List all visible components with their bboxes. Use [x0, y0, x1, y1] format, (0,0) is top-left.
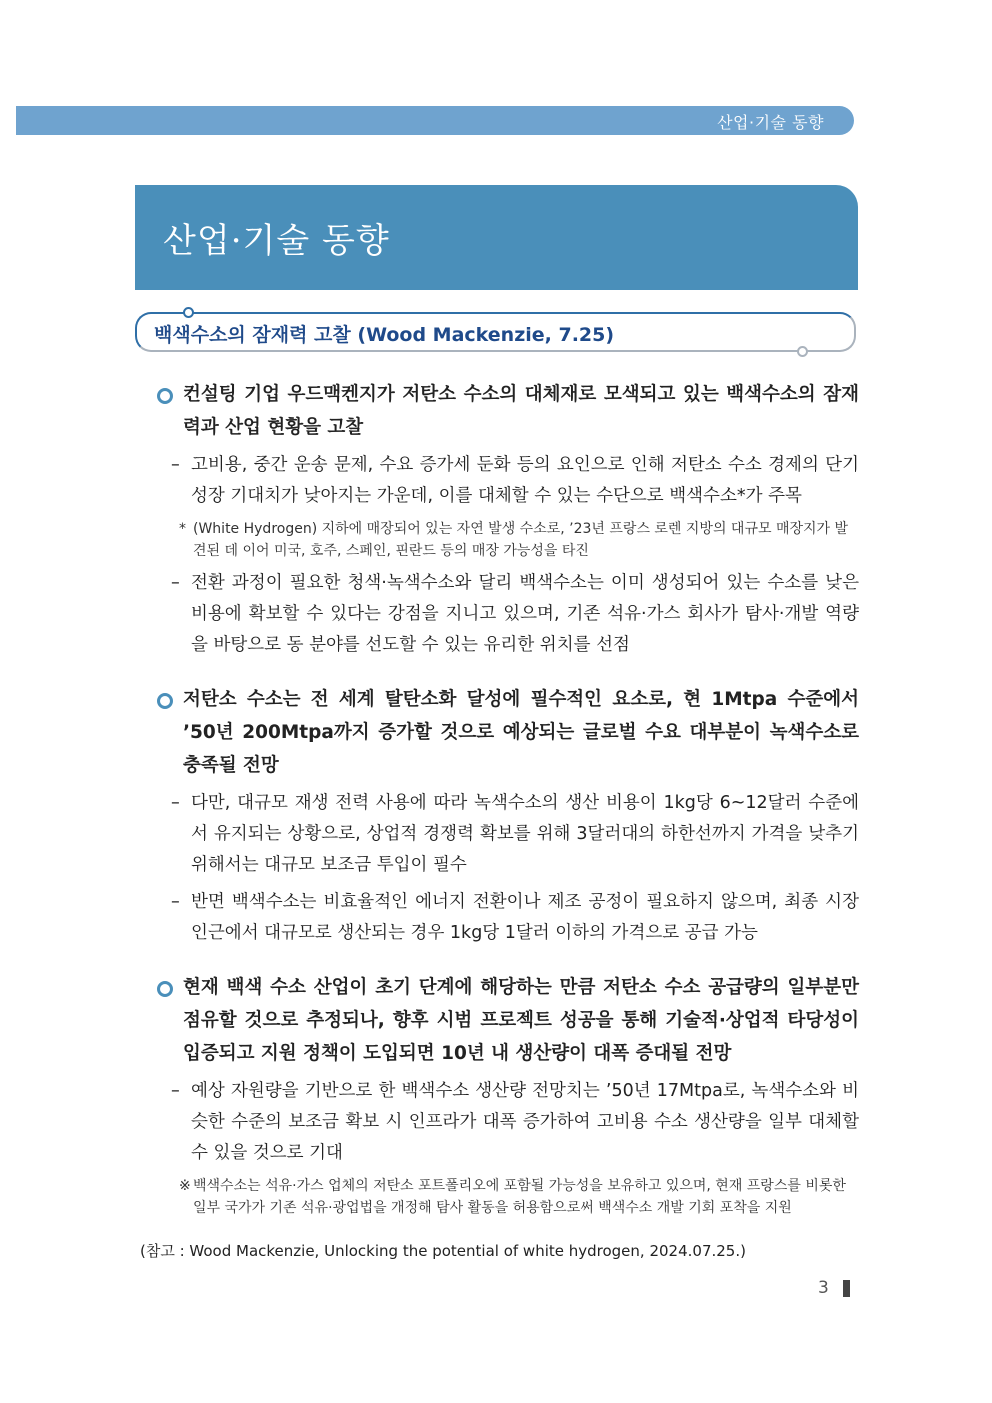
section-banner	[135, 185, 858, 290]
main-bullet	[157, 378, 859, 444]
header-label: 산업·기술 동향	[717, 113, 824, 132]
sub-item	[157, 887, 859, 949]
sub-item-text: 고비용, 중간 운송 문제, 수요 증가세 둔화 등의 요인으로 인해 저탄소 수소 경제의 단기 성장 기대치가 낮아지는 가운데, 이를 대체할 수 있는 수단으로 백색수소*가 주목	[191, 455, 859, 506]
sub-item	[157, 568, 859, 661]
main-bullet	[157, 683, 859, 782]
sub-item	[157, 450, 859, 512]
dash-mark: –	[171, 1081, 180, 1101]
circle-bullet-icon	[157, 981, 173, 997]
footnote	[157, 518, 859, 562]
decor-dot-icon	[797, 346, 808, 357]
article-title-box	[135, 312, 856, 352]
bullet-text: 컨설팅 기업 우드맥켄지가 저탄소 수소의 대체재로 모색되고 있는 백색수소의 잠재력과 산업 현황을 고찰	[183, 384, 859, 438]
footnote-text: 백색수소는 석유·가스 업체의 저탄소 포트폴리오에 포함될 가능성을 보유하고 있으며, 현재 프랑스를 비롯한 일부 국가가 기존 석유·광업법을 개정해 탐사 활동을 허용함으로써 백색수소 개발 기회 포착을 지원	[193, 1178, 846, 1216]
footnote	[157, 1175, 859, 1219]
header-bar	[16, 106, 854, 135]
dash-mark: –	[171, 892, 180, 912]
circle-bullet-icon	[157, 388, 173, 404]
dash-mark: –	[171, 455, 180, 475]
article-body	[157, 378, 859, 1219]
sub-item-text: 다만, 대규모 재생 전력 사용에 따라 녹색수소의 생산 비용이 1kg당 6~12달러 수준에서 유지되는 상황으로, 상업적 경쟁력 확보를 위해 3달러대의 하한선까지 가격을 낮추기 위해서는 대규모 보조금 투입이 필수	[191, 793, 859, 875]
dash-mark: –	[171, 793, 180, 813]
dash-mark: –	[171, 573, 180, 593]
circle-bullet-icon	[157, 693, 173, 709]
sub-item	[157, 1076, 859, 1169]
bullet-text: 저탄소 수소는 전 세계 탈탄소화 달성에 필수적인 요소로, 현 1Mtpa 수준에서 ’50년 200Mtpa까지 증가할 것으로 예상되는 글로벌 수요 대부분이 녹색수소로 충족될 전망	[183, 689, 859, 776]
sub-item-text: 예상 자원량을 기반으로 한 백색수소 생산량 전망치는 ’50년 17Mtpa로, 녹색수소와 비슷한 수준의 보조금 확보 시 인프라가 대폭 증가하여 고비용 수소 생산량을 일부 대체할 수 있을 것으로 기대	[191, 1081, 859, 1163]
footnote-mark: *	[179, 521, 186, 537]
sub-item-text: 전환 과정이 필요한 청색·녹색수소와 달리 백색수소는 이미 생성되어 있는 수소를 낮은 비용에 확보할 수 있다는 강점을 지니고 있으며, 기존 석유·가스 회사가 탐사·개발 역량을 바탕으로 동 분야를 선도할 수 있는 유리한 위치를 선점	[191, 573, 859, 655]
banner-title: 산업·기술 동향	[163, 221, 390, 261]
page-number: 3	[818, 1278, 829, 1298]
reference-citation: (참고 : Wood Mackenzie, Unlocking the potential of white hydrogen, 2024.07.25.)	[140, 1242, 746, 1260]
sub-item-text: 반면 백색수소는 비효율적인 에너지 전환이나 제조 공정이 필요하지 않으며, 최종 시장 인근에서 대규모로 생산되는 경우 1kg당 1달러 이하의 가격으로 공급 가능	[191, 892, 859, 943]
sub-item	[157, 788, 859, 881]
decor-dot-icon	[183, 307, 194, 318]
page-marker-bar	[843, 1280, 850, 1297]
article-title: 백색수소의 잠재력 고찰 (Wood Mackenzie, 7.25)	[154, 324, 615, 346]
bullet-text: 현재 백색 수소 산업이 초기 단계에 해당하는 만큼 저탄소 수소 공급량의 일부분만 점유할 것으로 추정되나, 향후 시범 프로젝트 성공을 통해 기술적·상업적 타당성이 입증되고 지원 정책이 도입되면 10년 내 생산량이 대폭 증대될 전망	[183, 977, 859, 1064]
footnote-text: (White Hydrogen) 지하에 매장되어 있는 자연 발생 수소로, ’23년 프랑스 로렌 지방의 대규모 매장지가 발견된 데 이어 미국, 호주, 스페인, 핀란드 등의 매장 가능성을 타진	[193, 521, 849, 559]
footnote-mark: ※	[179, 1178, 191, 1194]
main-bullet	[157, 971, 859, 1070]
